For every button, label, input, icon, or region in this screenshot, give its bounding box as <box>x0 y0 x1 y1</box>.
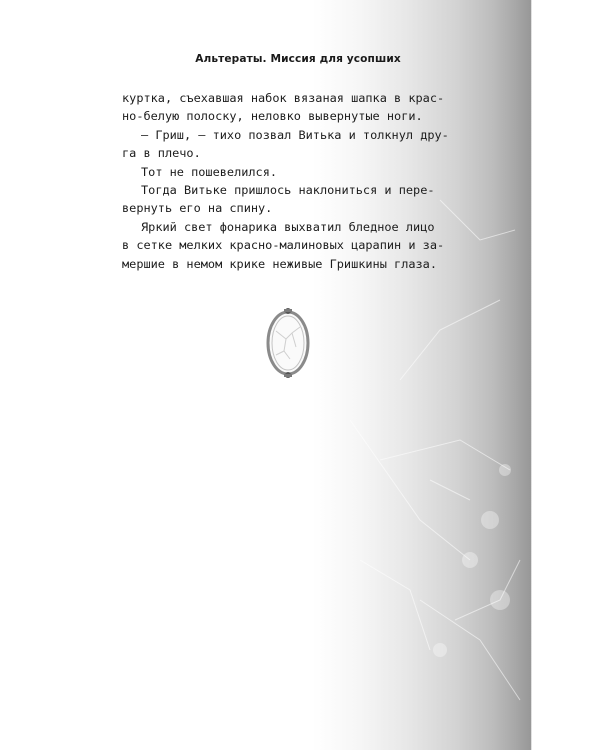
running-title: Альтераты. Миссия для усопших <box>195 53 401 65</box>
text-line: но-белую полоску, неловко вывернутые ноги. <box>122 109 423 124</box>
text-line: Тогда Витьке пришлось наклониться и пере- <box>141 183 435 198</box>
text-line: мершие в немом крике неживые Гришкины глаза. <box>122 256 437 271</box>
text-line: Тот не пошевелился. <box>141 164 278 179</box>
text-line: куртка, съехавшая набок вязаная шапка в крас- <box>122 91 445 105</box>
text-line: — Гриш, — тихо позвал Витька и толкнул дру- <box>141 127 449 142</box>
text-line: вернуть его на спину. <box>122 201 273 216</box>
text-line: Яркий свет фонарика выхватил бледное лицо <box>141 219 435 234</box>
oval-mirror-icon <box>262 303 314 383</box>
text-line: в сетке мелких красно-малиновых царапин и за- <box>122 238 445 253</box>
body-text <box>122 89 478 273</box>
text-line: га в плечо. <box>122 146 201 161</box>
